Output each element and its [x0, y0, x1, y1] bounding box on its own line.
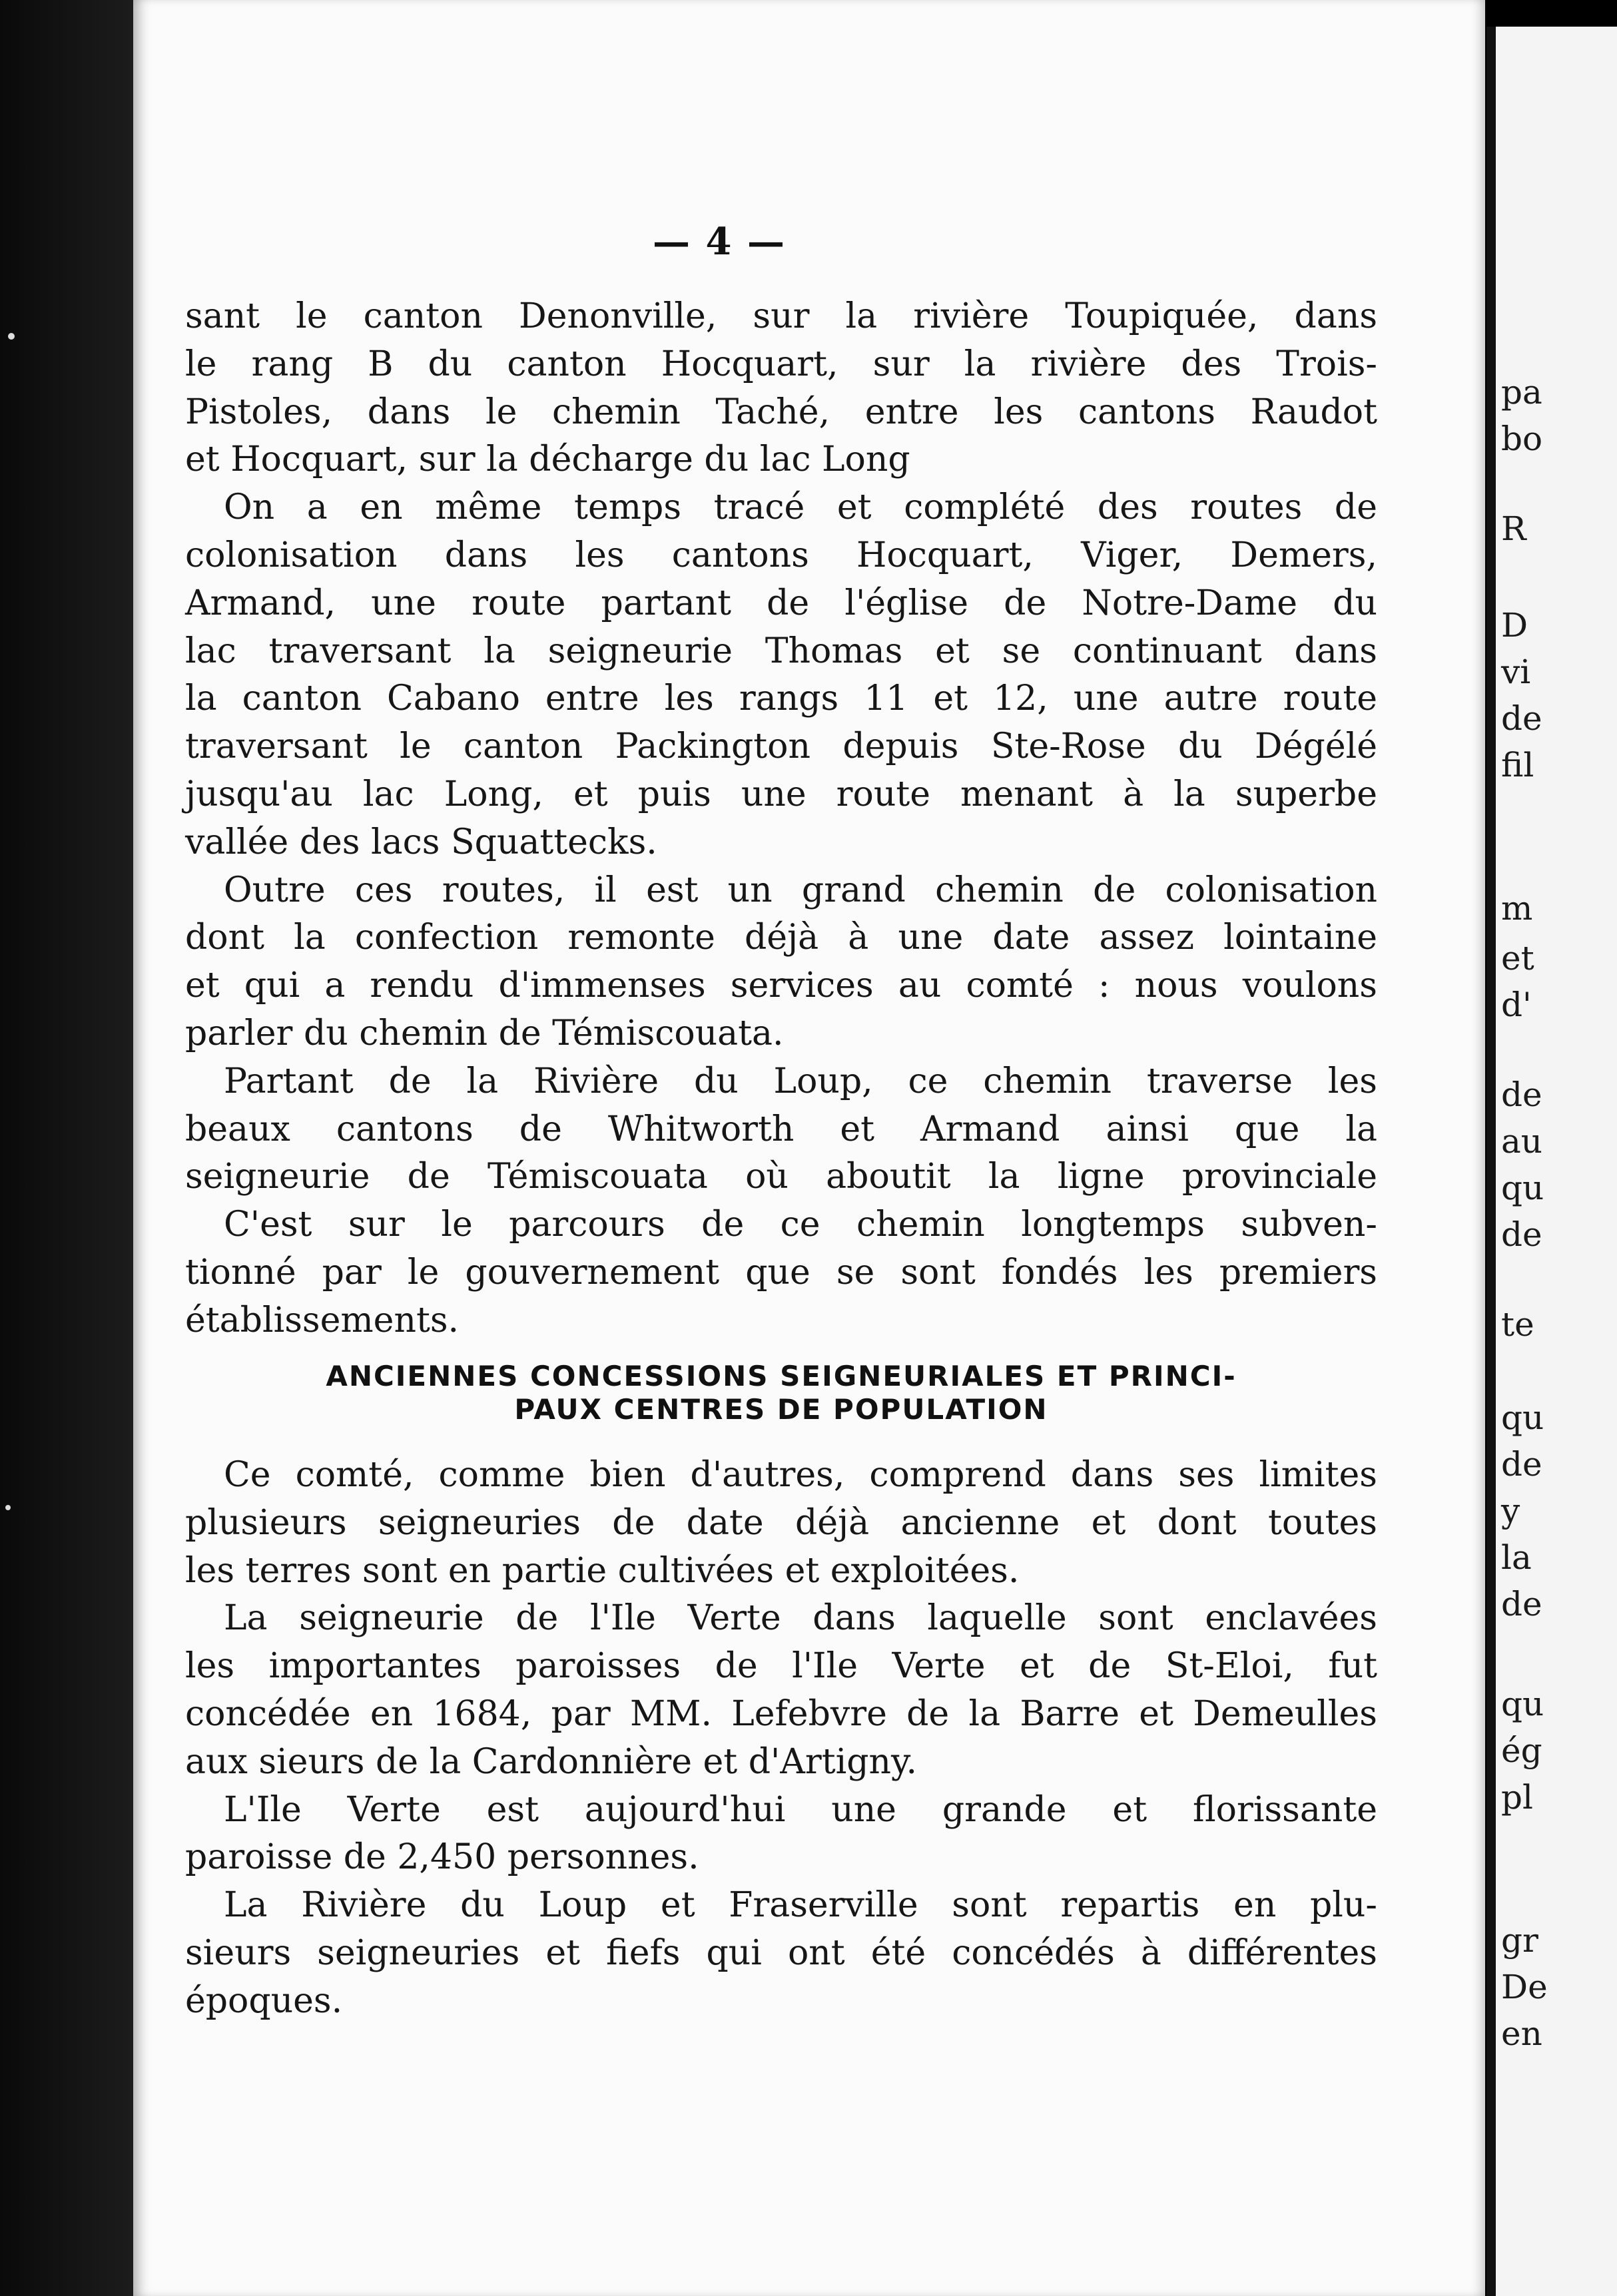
adjacent-page-fragment: pa	[1501, 373, 1542, 412]
paragraph	[185, 1595, 1377, 1786]
text-line: tionné par le gouvernement que se sont fondés les premiers	[185, 1252, 1377, 1292]
adjacent-page-fragment: au	[1501, 1122, 1543, 1161]
text-line: dont la confection remonte déjà à une date assez lointaine	[185, 918, 1377, 958]
text-line: On a en même temps tracé et complété des routes de	[224, 487, 1377, 528]
adjacent-page-fragment: te	[1501, 1305, 1534, 1344]
page-number: — 4 —	[653, 220, 786, 264]
text-line: sieurs seigneuries et fiefs qui ont été concédés à différentes	[185, 1932, 1377, 1973]
text-line: jusqu'au lac Long, et puis une route menant à la superbe	[185, 774, 1377, 814]
adjacent-page-fragment: de	[1501, 1585, 1542, 1623]
adjacent-page-fragment: la	[1501, 1538, 1532, 1577]
text-line: beaux cantons de Whitworth et Armand ainsi que la	[185, 1109, 1377, 1149]
text-line: parler du chemin de Témiscouata.	[185, 1013, 784, 1053]
paragraph	[185, 293, 1377, 484]
adjacent-page-fragment: en	[1501, 2014, 1542, 2053]
adjacent-page-fragment: ég	[1501, 1731, 1542, 1770]
text-line: Outre ces routes, il est un grand chemin de colonisation	[224, 870, 1377, 910]
text-line: Armand, une route partant de l'église de Notre-Dame du	[185, 583, 1377, 623]
adjacent-page-fragment: de	[1501, 1075, 1542, 1114]
adjacent-page-fragment: de	[1501, 1445, 1542, 1484]
paragraph	[185, 484, 1377, 866]
text-line: C'est sur le parcours de ce chemin longtemps subven-	[224, 1205, 1377, 1245]
text-line: aux sieurs de la Cardonnière et d'Artigny.	[185, 1741, 918, 1782]
text-line: Ce comté, comme bien d'autres, comprend dans ses limites	[224, 1455, 1377, 1495]
paragraph	[185, 1787, 1377, 1882]
text-line: le rang B du canton Hocquart, sur la rivière des Trois-	[185, 344, 1377, 384]
text-line: Partant de la Rivière du Loup, ce chemin traverse les	[224, 1061, 1377, 1101]
body-text-bottom	[185, 1452, 1377, 2026]
adjacent-page-fragment: d'	[1501, 986, 1532, 1024]
text-line: établissements.	[185, 1300, 460, 1340]
text-line: Pistoles, dans le chemin Taché, entre les cantons Raudot	[185, 392, 1377, 432]
text-line: époques.	[185, 1980, 343, 2021]
text-line: sant le canton Denonville, sur la rivière Toupiquée, dans	[185, 296, 1377, 336]
body-text-top	[185, 293, 1377, 1345]
adjacent-page-fragment: de	[1501, 1215, 1542, 1254]
adjacent-page-fragment: y	[1501, 1492, 1520, 1530]
text-line: colonisation dans les cantons Hocquart, Viger, Demers,	[185, 535, 1377, 575]
adjacent-page-fragment: gr	[1501, 1921, 1538, 1960]
adjacent-page-fragment: bo	[1501, 420, 1543, 458]
adjacent-page-fragment: m	[1501, 889, 1533, 928]
text-line: les terres sont en partie cultivées et exploitées.	[185, 1550, 1020, 1591]
scan-background-left	[0, 0, 133, 2296]
paragraph	[185, 1452, 1377, 1595]
text-line: traversant le canton Packington depuis Ste-Rose du Dégélé	[185, 726, 1377, 767]
adjacent-page-fragment: pl	[1501, 1778, 1533, 1817]
text-line: la canton Cabano entre les rangs 11 et 12, une autre route	[185, 679, 1377, 719]
text-line: plusieurs seigneuries de date déjà ancienne et dont toutes	[185, 1502, 1377, 1543]
text-line: et qui a rendu d'immenses services au comté : nous voulons	[185, 966, 1377, 1006]
text-line: concédée en 1684, par MM. Lefebvre de la Barre et Demeulles	[185, 1693, 1377, 1734]
paragraph	[185, 1201, 1377, 1344]
section-heading-line-1: ANCIENNES CONCESSIONS SEIGNEURIALES ET PRINCI-	[326, 1360, 1237, 1392]
section-heading	[185, 1360, 1377, 1426]
text-line: paroisse de 2,450 personnes.	[185, 1837, 699, 1878]
adjacent-page-fragment: fil	[1501, 746, 1534, 784]
section-heading-line-2: PAUX CENTRES DE POPULATION	[514, 1393, 1048, 1426]
paragraph	[185, 1882, 1377, 2025]
adjacent-page-fragment: qu	[1501, 1685, 1544, 1723]
adjacent-page-fragment: et	[1501, 939, 1534, 978]
adjacent-page-fragment: qu	[1501, 1398, 1544, 1437]
scan-speck	[8, 333, 15, 340]
text-line: L'Ile Verte est aujourd'hui une grande et florissante	[224, 1789, 1377, 1830]
adjacent-page-fragment: qu	[1501, 1169, 1544, 1207]
scan-speck	[5, 1505, 11, 1510]
adjacent-page-fragment: De	[1501, 1968, 1548, 2006]
text-line: vallée des lacs Squattecks.	[185, 822, 657, 862]
text-line: La seigneurie de l'Ile Verte dans laquelle sont enclavées	[224, 1598, 1377, 1639]
text-line: seigneurie de Témiscouata où aboutit la ligne provinciale	[185, 1157, 1377, 1197]
adjacent-page-fragment: de	[1501, 699, 1542, 738]
adjacent-page-fragment: D	[1501, 606, 1528, 645]
paragraph	[185, 867, 1377, 1058]
paragraph	[185, 1058, 1377, 1201]
adjacent-page-fragment: R	[1501, 509, 1526, 548]
text-line: lac traversant la seigneurie Thomas et se continuant dans	[185, 631, 1377, 671]
text-line: et Hocquart, sur la décharge du lac Long	[185, 439, 910, 480]
text-line: les importantes paroisses de l'Ile Verte et de St-Eloi, fut	[185, 1646, 1377, 1687]
text-line: La Rivière du Loup et Fraserville sont repartis en plu-	[224, 1885, 1377, 1926]
adjacent-page-edge	[1486, 27, 1617, 2296]
adjacent-page-fragment: vi	[1501, 653, 1531, 691]
